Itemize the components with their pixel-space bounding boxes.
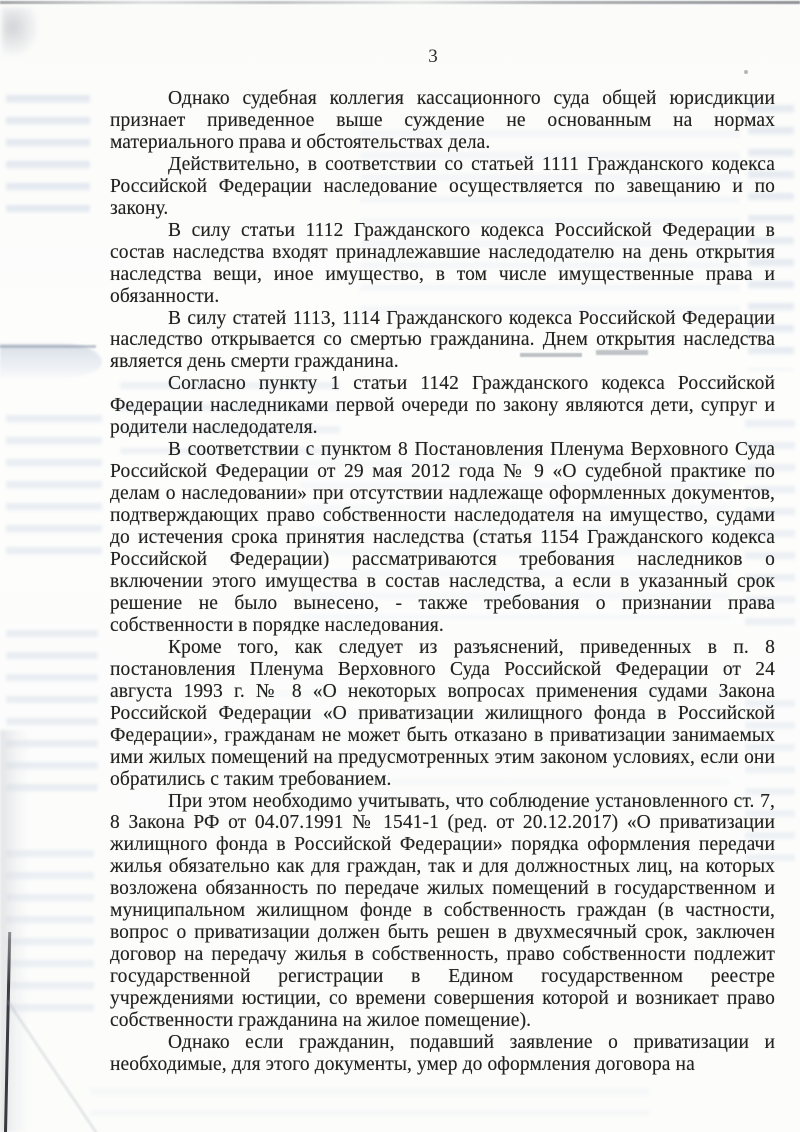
page-number: 3 [428, 46, 438, 67]
document-body [110, 88, 775, 1076]
paragraph-article-1142: Согласно пункту 1 статьи 1142 Гражданского кодекса Российской Федерации наследниками первой очереди по закону являются дети, супруг и родители наследодателя. [110, 373, 775, 439]
bleed-through-artifact [90, 1088, 650, 1116]
scan-edge-top-artifact [0, 1, 800, 4]
paragraph-privatization-law: При этом необходимо учитывать, что соблюдение установленного ст. 7, 8 Закона РФ от 04.07.1991 № 1541-1 (ред. от 20.12.2017) «О приватизации жилищного фонда в Российской Федерации» порядка оформления передачи жилья обязательно как для граждан, так и для должностных лиц, на которых возложена обязанность по передаче жилых помещений в государственном и муниципальном жилищном фонде в собственность граждан (в частности, вопрос о приватизации должен быть решен в двухмесячный срок, заключен договор на передачу жилья в собственность, право собственности подлежит государственной регистрации в Едином государственном реестре учреждениями юстиции, со времени совершения которой и возникает право собственности гражданина на жилое помещение). [110, 790, 775, 1032]
paragraph-article-1112: В силу статьи 1112 Гражданского кодекса Российской Федерации в состав наследства входят принадлежавшие наследодателю на день открытия наследства вещи, иное имущество, в том числе имущественные права и обязанности. [110, 219, 775, 307]
bleed-through-artifact [6, 95, 90, 225]
scan-smudge-artifact [2, 8, 38, 56]
crease-artifact [0, 345, 96, 348]
scan-speck-artifact [744, 70, 748, 74]
crease-artifact [0, 344, 102, 378]
paragraph-court-finding: Однако судебная коллегия кассационного суда общей юрисдикции признает приведенное выше суждение не основанным на нормах материального права и обстоятельствах дела. [110, 88, 775, 153]
bleed-through-artifact [6, 415, 102, 555]
paragraph-plenum-2012: В соответствии с пунктом 8 Постановления Пленума Верховного Суда Российской Федерации от 29 мая 2012 года № 9 «О судебной практике по делам о наследовании» при отсутствии надлежаще оформленных документов, подтверждающих право собственности наследодателя на имущество, судами до истечения срока принятия наследства (статья 1154 Гражданского кодекса Российской Федерации) рассматриваются требования наследников о включении этого имущества в состав наследства, а если в указанный срок решение не было вынесено, - также требования о признании права собственности в порядке наследования. [110, 439, 775, 636]
paragraph-final-incomplete: Однако если гражданин, подавший заявление о приватизации и необходимые, для этого документы, умер до оформления договора на [110, 1031, 775, 1075]
paragraph-plenum-1993: Кроме того, как следует из разъяснений, приведенных в п. 8 постановления Пленума Верховного Суда Российской Федерации от 24 августа 1993 г. № 8 «О некоторых вопросах применения судами Закона Российской Федерации «О приватизации жилищного фонда в Российской Федерации», гражданам не может быть отказано в приватизации занимаемых ими жилых помещений на предусмотренных этим законом условиях, если они обратились с таким требованием. [110, 636, 775, 790]
paragraph-articles-1113-1114: В силу статей 1113, 1114 Гражданского кодекса Российской Федерации наследство открывается со смертью гражданина. Днем открытия наследства является день смерти гражданина. [110, 307, 775, 373]
paragraph-article-1111: Действительно, в соответствии со статьей 1111 Гражданского кодекса Российской Федерации наследование осуществляется по завещанию и по закону. [110, 153, 775, 219]
